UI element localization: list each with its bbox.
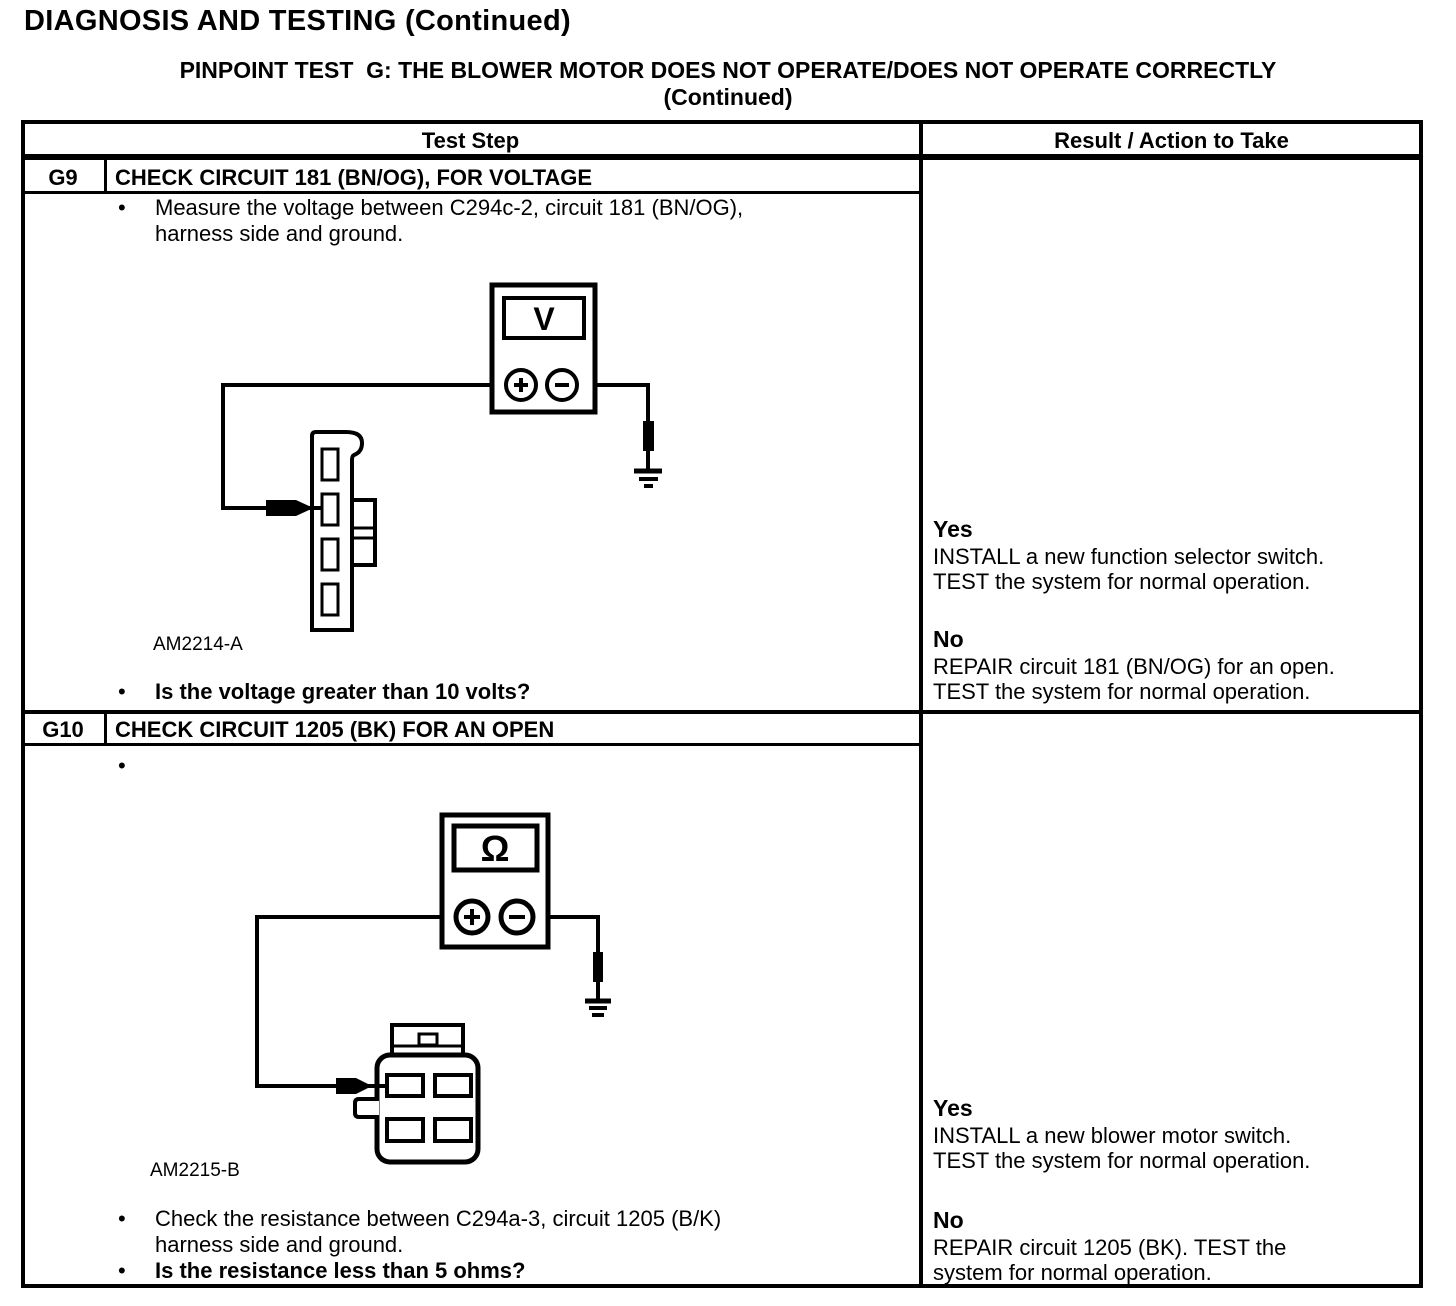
step-id-g9: G9 xyxy=(48,165,78,190)
g10-instruction-line1: Check the resistance between C294a-3, circuit 1205 (B/K) xyxy=(155,1206,722,1231)
ground-icon xyxy=(585,1001,611,1015)
g9-title-row-rule xyxy=(21,191,923,194)
g9-no-action-line2: TEST the system for normal operation. xyxy=(933,679,1311,704)
bullet-marker: • xyxy=(118,1206,126,1231)
plus-terminal-icon xyxy=(506,370,536,400)
g10-resistance-test-diagram xyxy=(230,795,670,1195)
connector-lock-tab xyxy=(352,500,375,565)
step-title-g9: CHECK CIRCUIT 181 (BN/OG), FOR VOLTAGE xyxy=(115,165,593,190)
plus-terminal-icon xyxy=(456,901,488,933)
g10-no-action-line1: REPAIR circuit 1205 (BK). TEST the xyxy=(933,1235,1287,1260)
g10-yes-label: Yes xyxy=(933,1095,973,1121)
header-bottom-rule xyxy=(21,154,1423,160)
g9-yes-action-line2: TEST the system for normal operation. xyxy=(933,569,1311,594)
bullet-marker: • xyxy=(118,195,126,220)
test-probe-icon xyxy=(593,952,603,982)
g10-yes-action-line1: INSTALL a new blower motor switch. xyxy=(933,1123,1292,1148)
g9-yes-action-line1: INSTALL a new function selector switch. xyxy=(933,544,1325,569)
pinpoint-test-subtitle-continued: (Continued) xyxy=(663,84,793,110)
function-selector-switch-connector xyxy=(308,432,375,630)
g10-instruction-line2: harness side and ground. xyxy=(155,1232,404,1257)
step-title-g10: CHECK CIRCUIT 1205 (BK) FOR AN OPEN xyxy=(115,717,555,742)
test-probe-icon xyxy=(336,1078,368,1094)
g9-no-label: No xyxy=(933,626,964,652)
ohmmeter xyxy=(442,815,548,947)
g10-no-label: No xyxy=(933,1207,964,1233)
g9-question: Is the voltage greater than 10 volts? xyxy=(155,679,531,704)
minus-terminal-icon xyxy=(547,370,577,400)
bullet-marker: • xyxy=(118,753,126,778)
g9-instruction-line1: Measure the voltage between C294c-2, circuit 181 (BN/OG), xyxy=(155,195,744,220)
g9-g10-row-divider xyxy=(21,710,1423,714)
test-probe-icon xyxy=(643,421,654,451)
g10-yes-action-line2: TEST the system for normal operation. xyxy=(933,1148,1311,1173)
g9-voltage-test-diagram xyxy=(140,270,700,660)
g9-yes-label: Yes xyxy=(933,516,973,542)
voltmeter xyxy=(492,285,595,412)
connector-side-tab xyxy=(355,1099,379,1117)
test-probe-icon xyxy=(266,500,309,516)
g9-instruction-line2: harness side and ground. xyxy=(155,221,404,246)
step-id-g10: G10 xyxy=(42,717,84,742)
blower-motor-switch-connector xyxy=(355,1025,478,1162)
minus-terminal-icon xyxy=(501,901,533,933)
column-divider xyxy=(919,120,923,1288)
connector-cap-tab xyxy=(419,1034,437,1045)
g10-no-action-line2: system for normal operation. xyxy=(933,1260,1212,1285)
page-title: DIAGNOSIS AND TESTING (Continued) xyxy=(24,5,571,37)
meter-mode-symbol: V xyxy=(533,301,555,337)
figure-label: AM2215-B xyxy=(150,1160,240,1181)
g9-no-action-line1: REPAIR circuit 181 (BN/OG) for an open. xyxy=(933,654,1335,679)
figure-label: AM2214-A xyxy=(153,634,243,655)
g10-title-row-rule xyxy=(21,743,923,746)
bullet-marker: • xyxy=(118,1258,126,1283)
bullet-marker: • xyxy=(118,679,126,704)
result-action-header: Result / Action to Take xyxy=(1054,128,1289,153)
test-step-header: Test Step xyxy=(421,128,520,153)
pinpoint-test-subtitle: PINPOINT TEST G: THE BLOWER MOTOR DOES NOT OPERATE/DOES NOT OPERATE CORRECTLY xyxy=(179,57,1277,83)
ground-icon xyxy=(634,471,662,486)
meter-mode-symbol: Ω xyxy=(480,828,510,869)
g10-question: Is the resistance less than 5 ohms? xyxy=(155,1258,526,1283)
